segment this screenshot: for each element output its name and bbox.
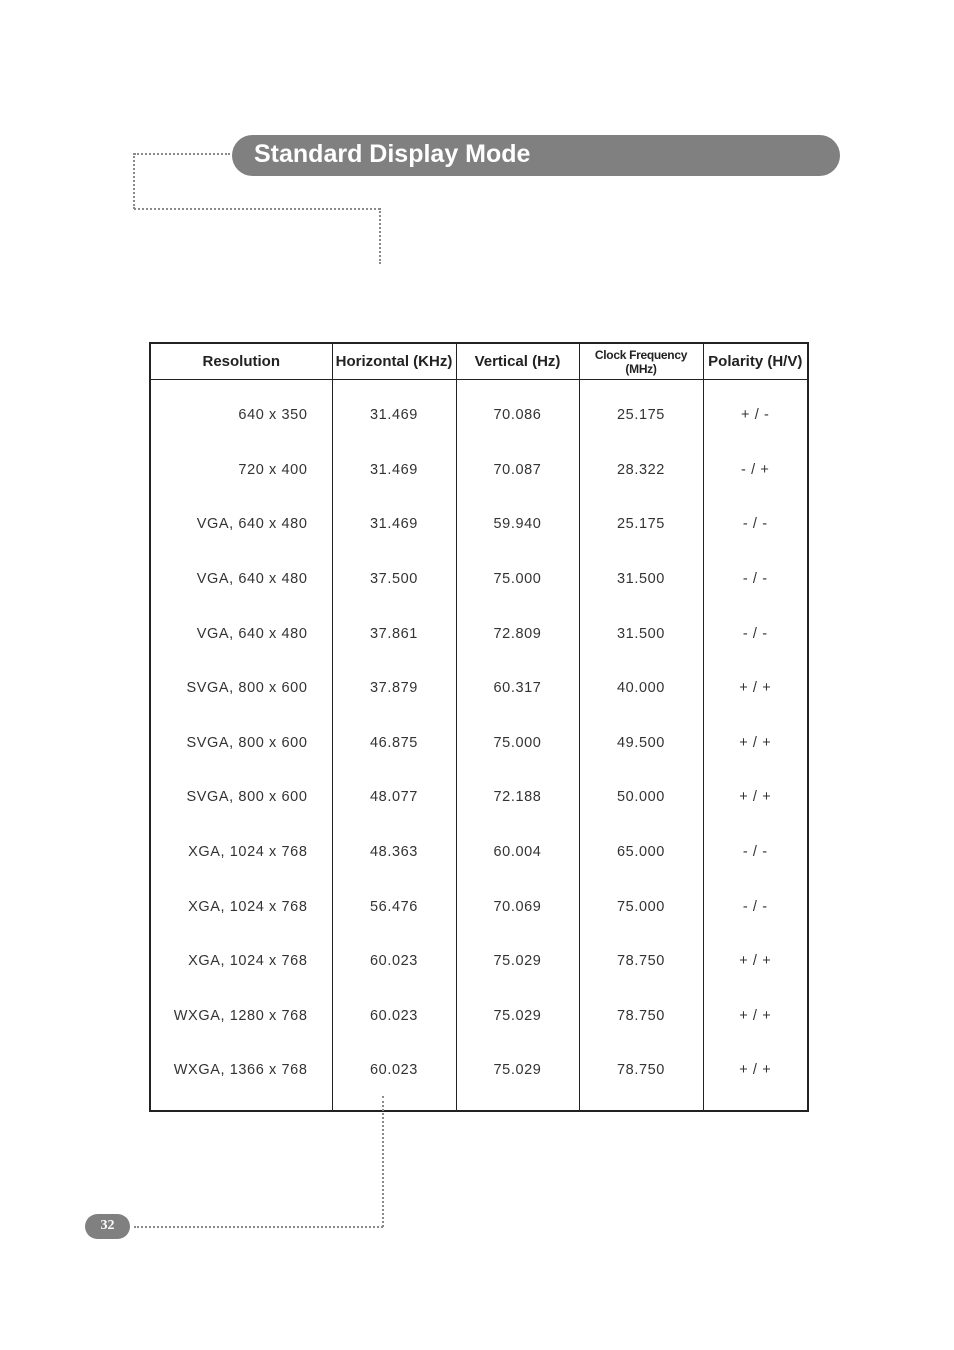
cell-horizontal: 48.363 [332, 825, 456, 880]
cell-resolution: XGA, 1024 x 768 [150, 934, 332, 989]
cell-clock-frequency: 40.000 [579, 661, 703, 716]
cell-resolution: SVGA, 800 x 600 [150, 770, 332, 825]
cell-vertical: 60.317 [456, 661, 579, 716]
cell-clock-frequency: 31.500 [579, 606, 703, 661]
cell-vertical: 75.029 [456, 934, 579, 989]
dotted-line-bottom [134, 1226, 383, 1228]
display-mode-table [149, 342, 809, 1112]
cell-horizontal: 60.023 [332, 934, 456, 989]
table-row [150, 770, 808, 825]
cell-resolution: SVGA, 800 x 600 [150, 661, 332, 716]
cell-clock-frequency: 49.500 [579, 716, 703, 771]
table-header-row [150, 343, 808, 380]
cell-clock-frequency: 25.175 [579, 497, 703, 552]
title-bar [232, 135, 840, 176]
dotted-line-top [134, 153, 230, 155]
table-row [150, 380, 808, 443]
table-row [150, 497, 808, 552]
header-resolution: Resolution [150, 343, 332, 380]
dotted-line-bottom-drop [382, 1096, 384, 1227]
cell-clock-frequency: 31.500 [579, 552, 703, 607]
cell-resolution: 640 x 350 [150, 380, 332, 443]
table-row [150, 661, 808, 716]
page-number-badge [85, 1214, 130, 1239]
cell-resolution: 720 x 400 [150, 443, 332, 498]
cell-clock-frequency: 25.175 [579, 380, 703, 443]
header-clock-frequency: Clock Frequency (MHz) [579, 343, 703, 380]
cell-resolution: WXGA, 1366 x 768 [150, 1043, 332, 1111]
cell-vertical: 75.000 [456, 716, 579, 771]
cell-clock-frequency: 78.750 [579, 1043, 703, 1111]
cell-polarity: - / - [703, 606, 808, 661]
page-number: 32 [100, 1218, 115, 1233]
cell-vertical: 70.069 [456, 879, 579, 934]
cell-horizontal: 46.875 [332, 716, 456, 771]
cell-polarity: - / - [703, 497, 808, 552]
cell-clock-frequency: 75.000 [579, 879, 703, 934]
cell-polarity: - / - [703, 879, 808, 934]
cell-clock-frequency: 28.322 [579, 443, 703, 498]
cell-resolution: SVGA, 800 x 600 [150, 716, 332, 771]
table-row [150, 716, 808, 771]
cell-polarity: + / + [703, 716, 808, 771]
cell-vertical: 70.086 [456, 380, 579, 443]
cell-vertical: 70.087 [456, 443, 579, 498]
table-row [150, 552, 808, 607]
cell-vertical: 75.029 [456, 1043, 579, 1111]
cell-horizontal: 31.469 [332, 497, 456, 552]
table-row [150, 934, 808, 989]
cell-vertical: 75.029 [456, 989, 579, 1044]
cell-polarity: + / + [703, 770, 808, 825]
page-title: Standard Display Mode [254, 140, 531, 168]
dotted-line-middle [134, 208, 380, 210]
table-row [150, 989, 808, 1044]
cell-horizontal: 48.077 [332, 770, 456, 825]
cell-polarity: + / + [703, 989, 808, 1044]
cell-horizontal: 37.861 [332, 606, 456, 661]
header-horizontal: Horizontal (KHz) [332, 343, 456, 380]
cell-clock-frequency: 78.750 [579, 989, 703, 1044]
cell-vertical: 60.004 [456, 825, 579, 880]
dotted-line-left [133, 153, 135, 209]
cell-resolution: XGA, 1024 x 768 [150, 825, 332, 880]
cell-polarity: + / + [703, 1043, 808, 1111]
cell-horizontal: 31.469 [332, 443, 456, 498]
cell-horizontal: 37.500 [332, 552, 456, 607]
cell-polarity: - / - [703, 825, 808, 880]
cell-polarity: - / - [703, 552, 808, 607]
cell-clock-frequency: 78.750 [579, 934, 703, 989]
cell-resolution: VGA, 640 x 480 [150, 606, 332, 661]
cell-polarity: - / + [703, 443, 808, 498]
cell-clock-frequency: 50.000 [579, 770, 703, 825]
table-row [150, 879, 808, 934]
cell-resolution: WXGA, 1280 x 768 [150, 989, 332, 1044]
table-row [150, 1043, 808, 1111]
cell-clock-frequency: 65.000 [579, 825, 703, 880]
cell-horizontal: 37.879 [332, 661, 456, 716]
cell-resolution: XGA, 1024 x 768 [150, 879, 332, 934]
table-row [150, 606, 808, 661]
header-vertical: Vertical (Hz) [456, 343, 579, 380]
cell-polarity: + / + [703, 934, 808, 989]
cell-vertical: 75.000 [456, 552, 579, 607]
cell-polarity: + / - [703, 380, 808, 443]
cell-horizontal: 31.469 [332, 380, 456, 443]
cell-polarity: + / + [703, 661, 808, 716]
cell-horizontal: 56.476 [332, 879, 456, 934]
dotted-line-drop [379, 208, 381, 264]
cell-horizontal: 60.023 [332, 989, 456, 1044]
cell-vertical: 72.809 [456, 606, 579, 661]
table-row [150, 825, 808, 880]
cell-resolution: VGA, 640 x 480 [150, 497, 332, 552]
cell-vertical: 72.188 [456, 770, 579, 825]
cell-resolution: VGA, 640 x 480 [150, 552, 332, 607]
cell-vertical: 59.940 [456, 497, 579, 552]
cell-horizontal: 60.023 [332, 1043, 456, 1111]
table-row [150, 443, 808, 498]
header-polarity: Polarity (H/V) [703, 343, 808, 380]
